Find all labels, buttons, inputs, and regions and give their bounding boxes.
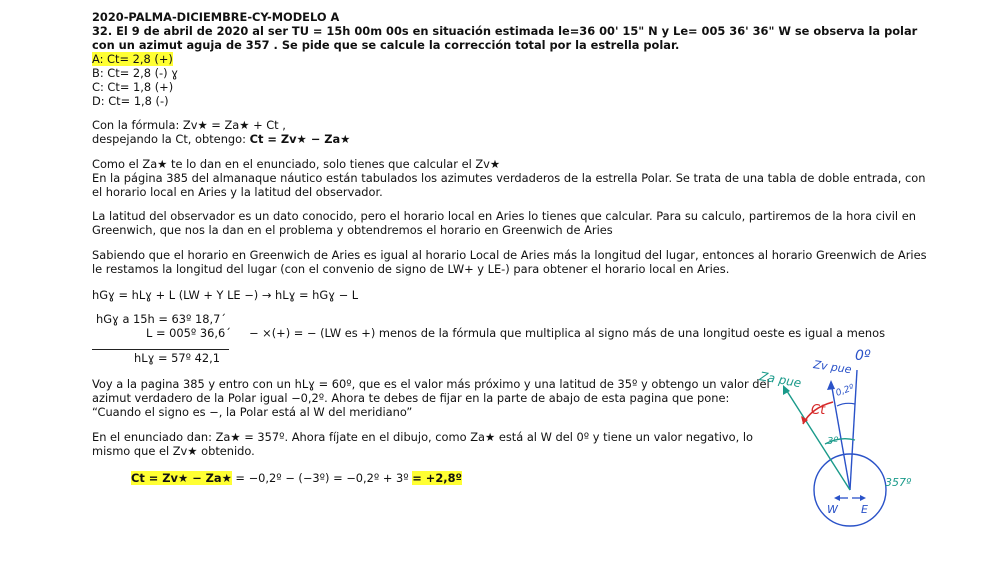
- small-angle-label: 0,2º: [834, 383, 856, 399]
- calc-row-2: L = 005º 36,6´: [146, 326, 231, 340]
- para3-line-2: le restamos la longitud del lugar (con el convenio de signo de LW+ y LE-) para obtener el horario local en Aries.: [92, 262, 730, 276]
- relation-line: hGɣ = hLɣ + L (LW + Y LE −) → hLɣ = hGɣ − L: [92, 288, 359, 302]
- para4-line-3: “Cuando el signo es −, la Polar está al W del meridiano”: [92, 405, 413, 419]
- zv-label: Zv pue: [812, 358, 853, 377]
- ct-label: Ct: [811, 403, 826, 418]
- option-a: [92, 52, 173, 66]
- deg-357-label: 357º: [885, 476, 912, 489]
- exam-header: 2020-PALMA-DICIEMBRE-CY-MODELO A: [92, 10, 340, 24]
- final-answer: = +2,8º: [412, 471, 462, 485]
- three-deg-label: 3º: [827, 436, 839, 447]
- e-arrowhead: [860, 495, 866, 501]
- question-line-2: con un azimut aguja de 357 . Se pide que se calcule la corrección total por la estrella polar.: [92, 38, 680, 52]
- para2-line-1: La latitud del observador es un dato conocido, pero el horario local en Aries lo tienes que calcular. Para su calculo, partiremos de la hora civil en: [92, 209, 916, 223]
- formula-line-2: [92, 132, 350, 146]
- para5-line-2: mismo que el Zv★ obtenido.: [92, 444, 255, 458]
- polar-azimuth-diagram: [745, 340, 925, 530]
- small-angle-arc: [837, 403, 855, 406]
- option-c: C: Ct= 1,8 (+): [92, 80, 174, 94]
- za-label: Za pue: [758, 369, 803, 391]
- para2-line-2: Greenwich, que nos la dan en el problema y obtendremos el horario en Greenwich de Aries: [92, 223, 613, 237]
- formula-line-2-prefix: despejando la Ct, obtengo:: [92, 132, 250, 146]
- final-formula: Ct = Zv★ − Za★: [131, 471, 232, 485]
- calc-result: hLɣ = 57º 42,1: [134, 351, 220, 365]
- calc-divider: [92, 349, 229, 350]
- para4-line-1: Voy a la pagina 385 y entro con un hLɣ = 60º, que es el valor más próximo y una latitud de 35º y obtengo un valor del: [92, 377, 770, 391]
- para4-line-2: azimut verdadero de la Polar igual −0,2º. Ahora te debes de fijar en la parte de abajo de esta pagina que pone:: [92, 391, 730, 405]
- e-label: E: [861, 503, 868, 516]
- formula-line-1: Con la fórmula: Zv★ = Za★ + Ct ,: [92, 118, 286, 132]
- formula-ct: Ct = Zv★ − Za★: [249, 132, 351, 146]
- zv-arrowhead: [827, 380, 835, 390]
- para1-line-2: En la página 385 del almanaque náutico están tabulados los azimutes verdaderos de la estrella Polar. Se trata de una tabla de doble entrada, con: [92, 171, 926, 185]
- final-result: [131, 471, 462, 485]
- para1-line-3: el horario local en Aries y la latitud del observador.: [92, 185, 383, 199]
- calc-row-1: hGɣ a 15h = 63º 18,7´: [96, 312, 227, 326]
- para3-line-1: Sabiendo que el horario en Greenwich de Aries es igual al horario Local de Aries más la longitud del lugar, entonces al horario Greenwich de Aries: [92, 248, 927, 262]
- w-arrowhead: [834, 495, 840, 501]
- calc-row-2-sign: − ×(+) = − (LW es +) menos de la fórmula que multiplica al signo más de una longitud oeste es igual a menos: [249, 326, 886, 340]
- option-a-text: A: Ct= 2,8 (+): [92, 52, 173, 66]
- para5-line-1: En el enunciado dan: Za★ = 357º. Ahora fíjate en el dibujo, como Za★ está al W del 0º y tiene un valor negativo, lo: [92, 430, 753, 444]
- question-line-1: 32. El 9 de abril de 2020 al ser TU = 15h 00m 00s en situación estimada le=36 00' 15" N y Le= 005 36' 36" W se observa la polar: [92, 24, 918, 38]
- option-b: B: Ct= 2,8 (-) ɣ: [92, 66, 178, 80]
- w-label: W: [827, 503, 838, 516]
- para1-line-1: Como el Za★ te lo dan en el enunciado, solo tienes que calcular el Zv★: [92, 157, 501, 171]
- final-calc: = −0,2º − (−3º) = −0,2º + 3º: [231, 471, 413, 485]
- north-label: 0º: [855, 348, 871, 364]
- option-d: D: Ct= 1,8 (-): [92, 94, 169, 108]
